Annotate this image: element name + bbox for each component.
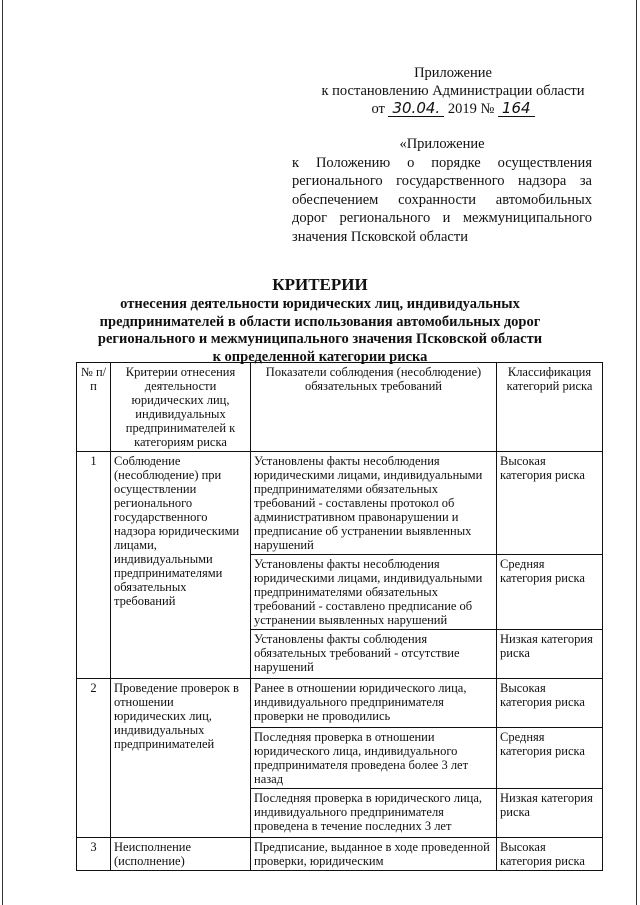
scan-right-edge — [636, 0, 637, 905]
row-number: 3 — [77, 838, 111, 871]
row-number: 2 — [77, 679, 111, 838]
row-number: 1 — [77, 452, 111, 679]
date-prefix: от — [371, 101, 385, 117]
row-indicator: Последняя проверка в юридического лица, индивидуального предпринимателя проведена в течение последних 3 лет — [251, 789, 497, 838]
handwritten-date: 30.04. — [388, 101, 444, 117]
row-criterion: Неисполнение (исполнение) — [111, 838, 251, 871]
row-indicator: Предписание, выданное в ходе проведенной проверки, юридическим — [251, 838, 497, 871]
row-category: Высокая категория риска — [497, 838, 603, 871]
table-row — [77, 838, 603, 871]
appendix-title: Приложение — [414, 65, 492, 81]
document-title — [20, 274, 620, 366]
regulation-appendix-text: к Положению о порядке осуществления регионального государственного надзора за обеспечением сохранности автомобильных дорог регионального и межмуниципального значения Псковской области — [292, 154, 592, 245]
regulation-appendix-title: «Приложение — [399, 136, 485, 152]
header-number: № п/п — [77, 363, 111, 452]
row-category: Высокая категория риска — [497, 679, 603, 728]
appendix-resolution-line: к постановлению Администрации области — [321, 83, 585, 99]
appendix-header — [318, 64, 588, 118]
row-criterion: Соблюдение (несоблюдение) при осуществлении регионального государственного надзора юридическими лицами, индивидуальными предпринимателями обязательных требований — [111, 452, 251, 679]
year-label: 2019 № — [447, 101, 495, 117]
header-criterion: Критерии отнесения деятельности юридических лиц, индивидуальных предпринимателей к категориям риска — [111, 363, 251, 452]
header-category: Классификация категорий риска — [497, 363, 603, 452]
title-line: регионального и межмуниципального значения Псковской области — [97, 331, 543, 347]
row-category: Средняя категория риска — [497, 728, 603, 789]
row-indicator: Установлены факты несоблюдения юридическими лицами, индивидуальными предпринимателями обязательных требований - составлено предписание об устранении выявленных нарушений — [251, 555, 497, 630]
row-indicator: Ранее в отношении юридического лица, индивидуального предпринимателя проверки не проводились — [251, 679, 497, 728]
appendix-date-line — [318, 100, 588, 118]
handwritten-number: 164 — [498, 101, 535, 117]
row-category: Низкая категория риска — [497, 789, 603, 838]
row-category: Высокая категория риска — [497, 452, 603, 555]
title-line: отнесения деятельности юридических лиц, индивидуальных — [120, 296, 520, 312]
title-main: КРИТЕРИИ — [272, 275, 368, 294]
regulation-appendix — [292, 135, 592, 246]
row-category: Низкая категория риска — [497, 630, 603, 679]
scan-left-edge — [2, 0, 3, 905]
header-indicators: Показатели соблюдения (несоблюдение) обязательных требований — [251, 363, 497, 452]
table-row — [77, 452, 603, 555]
row-indicator: Установлены факты соблюдения обязательных требований - отсутствие нарушений — [251, 630, 497, 679]
row-category: Средняя категория риска — [497, 555, 603, 630]
title-line: предпринимателей в области использования автомобильных дорог — [99, 313, 541, 330]
row-criterion: Проведение проверок в отношении юридических лиц, индивидуальных предпринимателей — [111, 679, 251, 838]
title-line: к определенной категории риска — [212, 348, 428, 365]
criteria-table — [76, 362, 603, 871]
table-row — [77, 679, 603, 728]
row-indicator: Последняя проверка в отношении юридического лица, индивидуального предпринимателя проведена более 3 лет назад — [251, 728, 497, 789]
row-indicator: Установлены факты несоблюдения юридическими лицами, индивидуальными предпринимателями обязательных требований - составлены протокол об административном правонарушении и предписание об устранении выявленных нарушений — [251, 452, 497, 555]
table-header-row — [77, 363, 603, 452]
